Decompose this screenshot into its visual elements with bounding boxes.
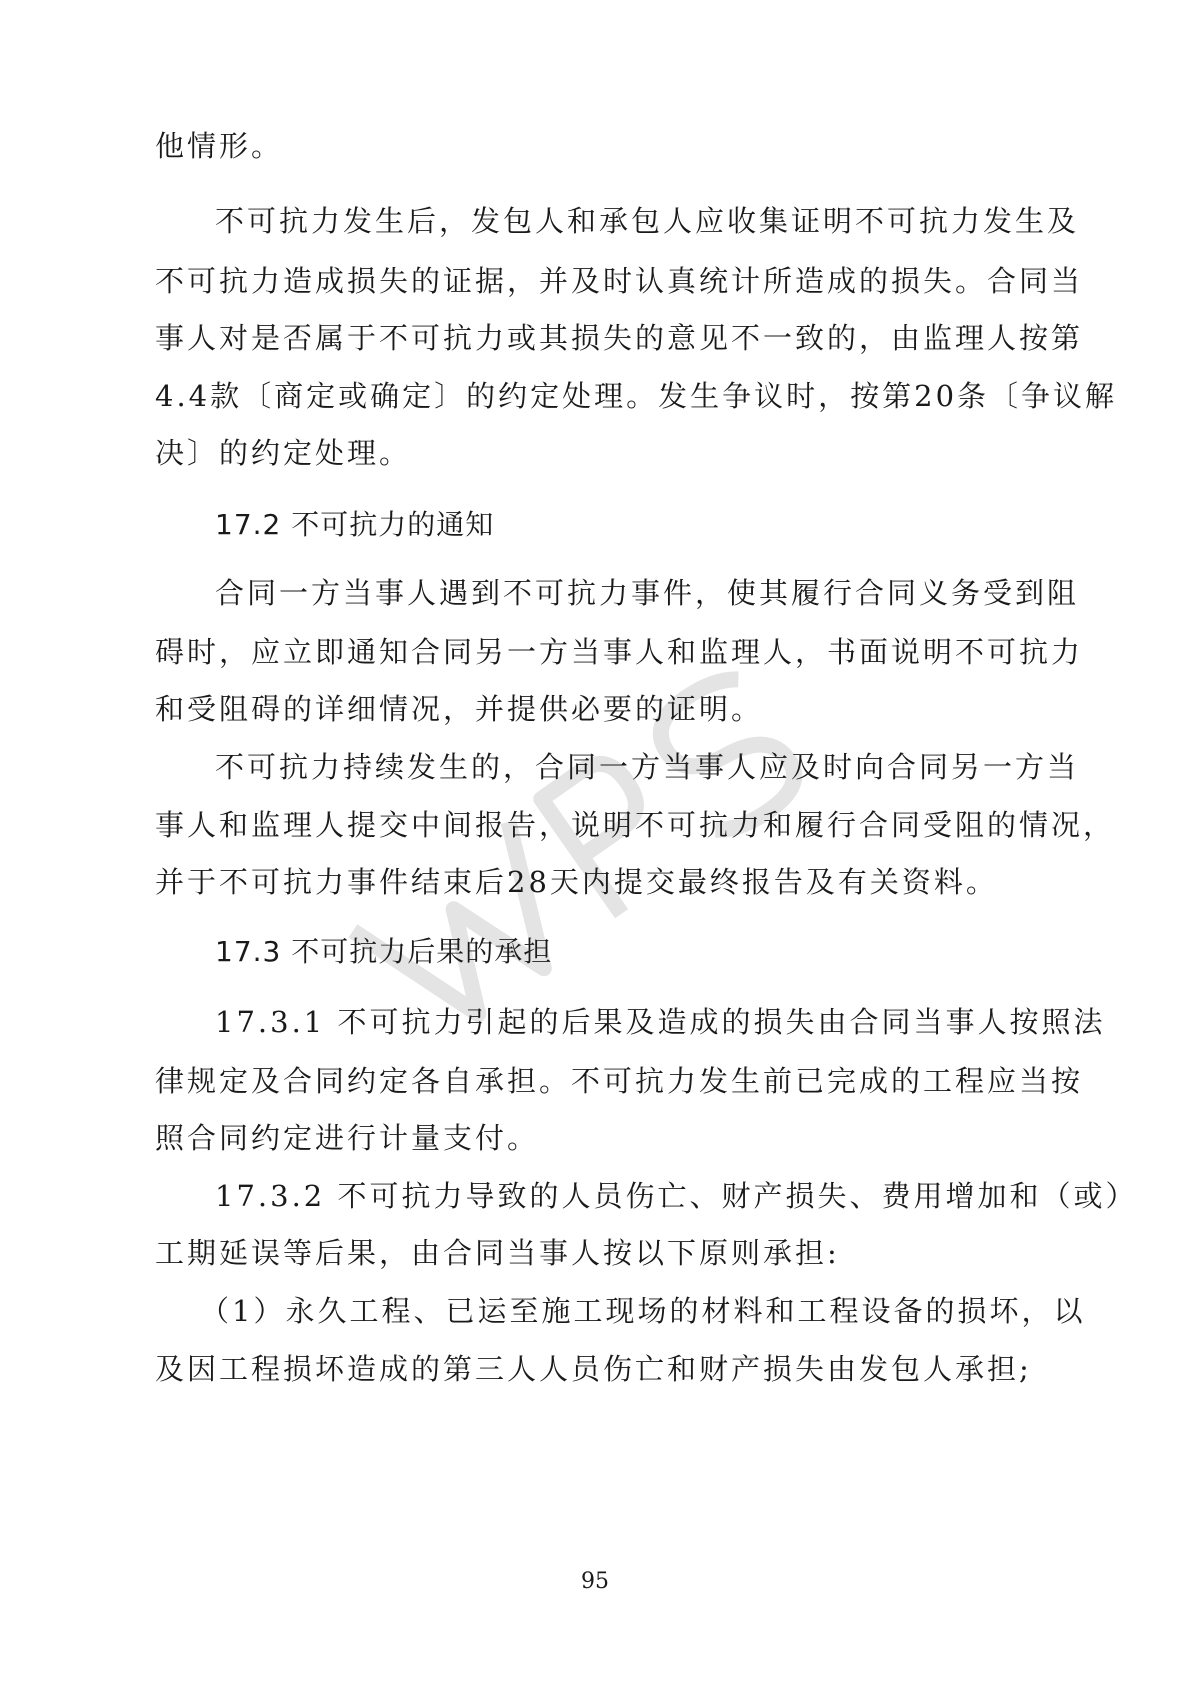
text-line: 并于不可抗力事件结束后28天内提交最终报告及有关资料。: [155, 865, 998, 899]
text-line: 17.3.1 不可抗力引起的后果及造成的损失由合同当事人按照法: [215, 1005, 1106, 1039]
text-line: 及因工程损坏造成的第三人人员伤亡和财产损失由发包人承担;: [155, 1352, 1032, 1386]
text-line: 决〕的约定处理。: [155, 436, 412, 470]
text-line: 他情形。: [155, 129, 284, 163]
text-line: 和受阻碍的详细情况，并提供必要的证明。: [155, 692, 764, 726]
text-line: 4.4款〔商定或确定〕的约定处理。发生争议时，按第20条〔争议解: [155, 379, 1118, 413]
section-heading-17-3: 17.3 不可抗力后果的承担: [215, 935, 553, 968]
text-line: 不可抗力造成损失的证据，并及时认真统计所造成的损失。合同当: [155, 264, 1084, 298]
text-line: 碍时，应立即通知合同另一方当事人和监理人，书面说明不可抗力: [155, 635, 1084, 669]
text-line: 17.3.2 不可抗力导致的人员伤亡、财产损失、费用增加和（或）: [215, 1179, 1138, 1213]
text-line: 合同一方当事人遇到不可抗力事件，使其履行合同义务受到阻: [215, 576, 1080, 610]
text-line: 事人对是否属于不可抗力或其损失的意见不一致的，由监理人按第: [155, 321, 1084, 355]
page-number: 95: [581, 1569, 609, 1594]
text-line: 工期延误等后果，由合同当事人按以下原则承担:: [155, 1236, 840, 1270]
list-item: （1）永久工程、已运至施工现场的材料和工程设备的损坏，以: [200, 1294, 1086, 1328]
section-heading-17-2: 17.2 不可抗力的通知: [215, 508, 495, 541]
text-line: 不可抗力持续发生的，合同一方当事人应及时向合同另一方当: [215, 750, 1080, 784]
text-line: 不可抗力发生后，发包人和承包人应收集证明不可抗力发生及: [215, 204, 1080, 238]
text-line: 律规定及合同约定各自承担。不可抗力发生前已完成的工程应当按: [155, 1064, 1084, 1098]
text-line: 事人和监理人提交中间报告，说明不可抗力和履行合同受阻的情况，: [155, 808, 1116, 842]
text-line: 照合同约定进行计量支付。: [155, 1121, 540, 1155]
